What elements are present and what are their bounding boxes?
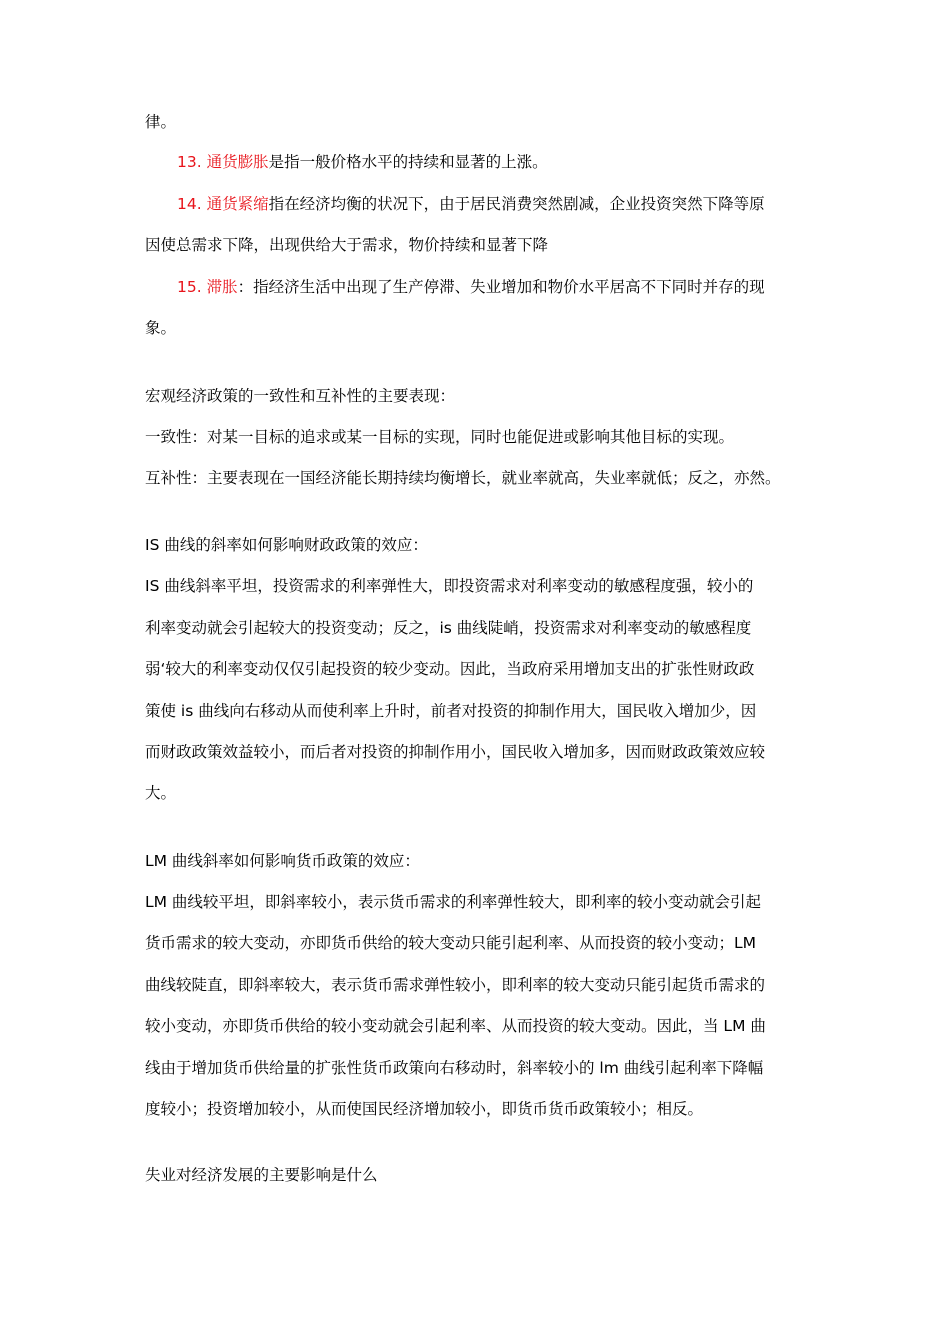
lm-paragraph-line: 曲线较陡直，即斜率较大，表示货币需求弹性较小，即利率的较大变动只能引起货币需求的 xyxy=(145,976,766,994)
is-paragraph-line: 弱‘较大的利率变动仅仅引起投资的较少变动。因此，当政府采用增加支出的扩张性财政政 xyxy=(145,660,755,678)
term-inflation: 13. 通货膨胀 xyxy=(177,153,269,171)
definition-14-continued: 因使总需求下降，出现供给大于需求，物价持续和显著下降 xyxy=(145,236,549,254)
policy-heading: 宏观经济政策的一致性和互补性的主要表现： xyxy=(145,387,456,405)
continuation-text: 律。 xyxy=(145,113,177,131)
definition-15-text: ：指经济生活中出现了生产停滞、失业增加和物价水平居高不下同时并存的现 xyxy=(237,278,765,296)
complementarity-text: 互补性：主要表现在一国经济能长期持续均衡增长，就业率就高，失业率就低；反之，亦然。 xyxy=(145,469,781,487)
definition-14 xyxy=(177,194,765,214)
definition-13 xyxy=(177,152,548,172)
is-paragraph-line: 而财政政策效益较小，而后者对投资的抑制作用小，国民收入增加多，因而财政政策效应较 xyxy=(145,743,766,761)
lm-paragraph-line: 线由于增加货币供给量的扩张性货币政策向右移动时，斜率较小的 lm 曲线引起利率下降幅 xyxy=(145,1059,764,1077)
is-heading: IS 曲线的斜率如何影响财政政策的效应： xyxy=(145,536,428,554)
definition-14-text: 指在经济均衡的状况下，由于居民消费突然剧减，企业投资突然下降等原 xyxy=(268,195,765,213)
lm-paragraph-line: LM 曲线较平坦，即斜率较小，表示货币需求的利率弹性较大，即利率的较小变动就会引起 xyxy=(145,893,761,911)
is-paragraph-line: IS 曲线斜率平坦，投资需求的利率弹性大，即投资需求对利率变动的敏感程度强，较小的 xyxy=(145,577,754,595)
definition-13-text: 是指一般价格水平的持续和显著的上涨。 xyxy=(268,153,548,171)
definition-15-continued: 象。 xyxy=(145,319,177,337)
is-paragraph-line: 利率变动就会引起较大的投资变动；反之，is 曲线陡峭，投资需求对利率变动的敏感程度 xyxy=(145,619,752,637)
unemployment-heading: 失业对经济发展的主要影响是什么 xyxy=(145,1166,378,1184)
lm-paragraph-line: 较小变动，亦即货币供给的较小变动就会引起利率、从而投资的较大变动。因此，当 LM 曲 xyxy=(145,1017,766,1035)
is-paragraph-line: 策使 is 曲线向右移动从而使利率上升时，前者对投资的抑制作用大，国民收入增加少，因 xyxy=(145,702,757,720)
definition-15 xyxy=(177,277,765,297)
term-stagflation: 15. 滞胀 xyxy=(177,278,238,296)
term-deflation: 14. 通货紧缩 xyxy=(177,195,269,213)
lm-paragraph-line: 度较小；投资增加较小，从而使国民经济增加较小，即货币货币政策较小；相反。 xyxy=(145,1100,704,1118)
lm-paragraph-line: 货币需求的较大变动，亦即货币供给的较大变动只能引起利率、从而投资的较小变动；LM xyxy=(145,934,757,952)
consistency-text: 一致性：对某一目标的追求或某一目标的实现，同时也能促进或影响其他目标的实现。 xyxy=(145,428,735,446)
lm-heading: LM 曲线斜率如何影响货币政策的效应： xyxy=(145,852,420,870)
is-paragraph-line: 大。 xyxy=(145,784,177,802)
